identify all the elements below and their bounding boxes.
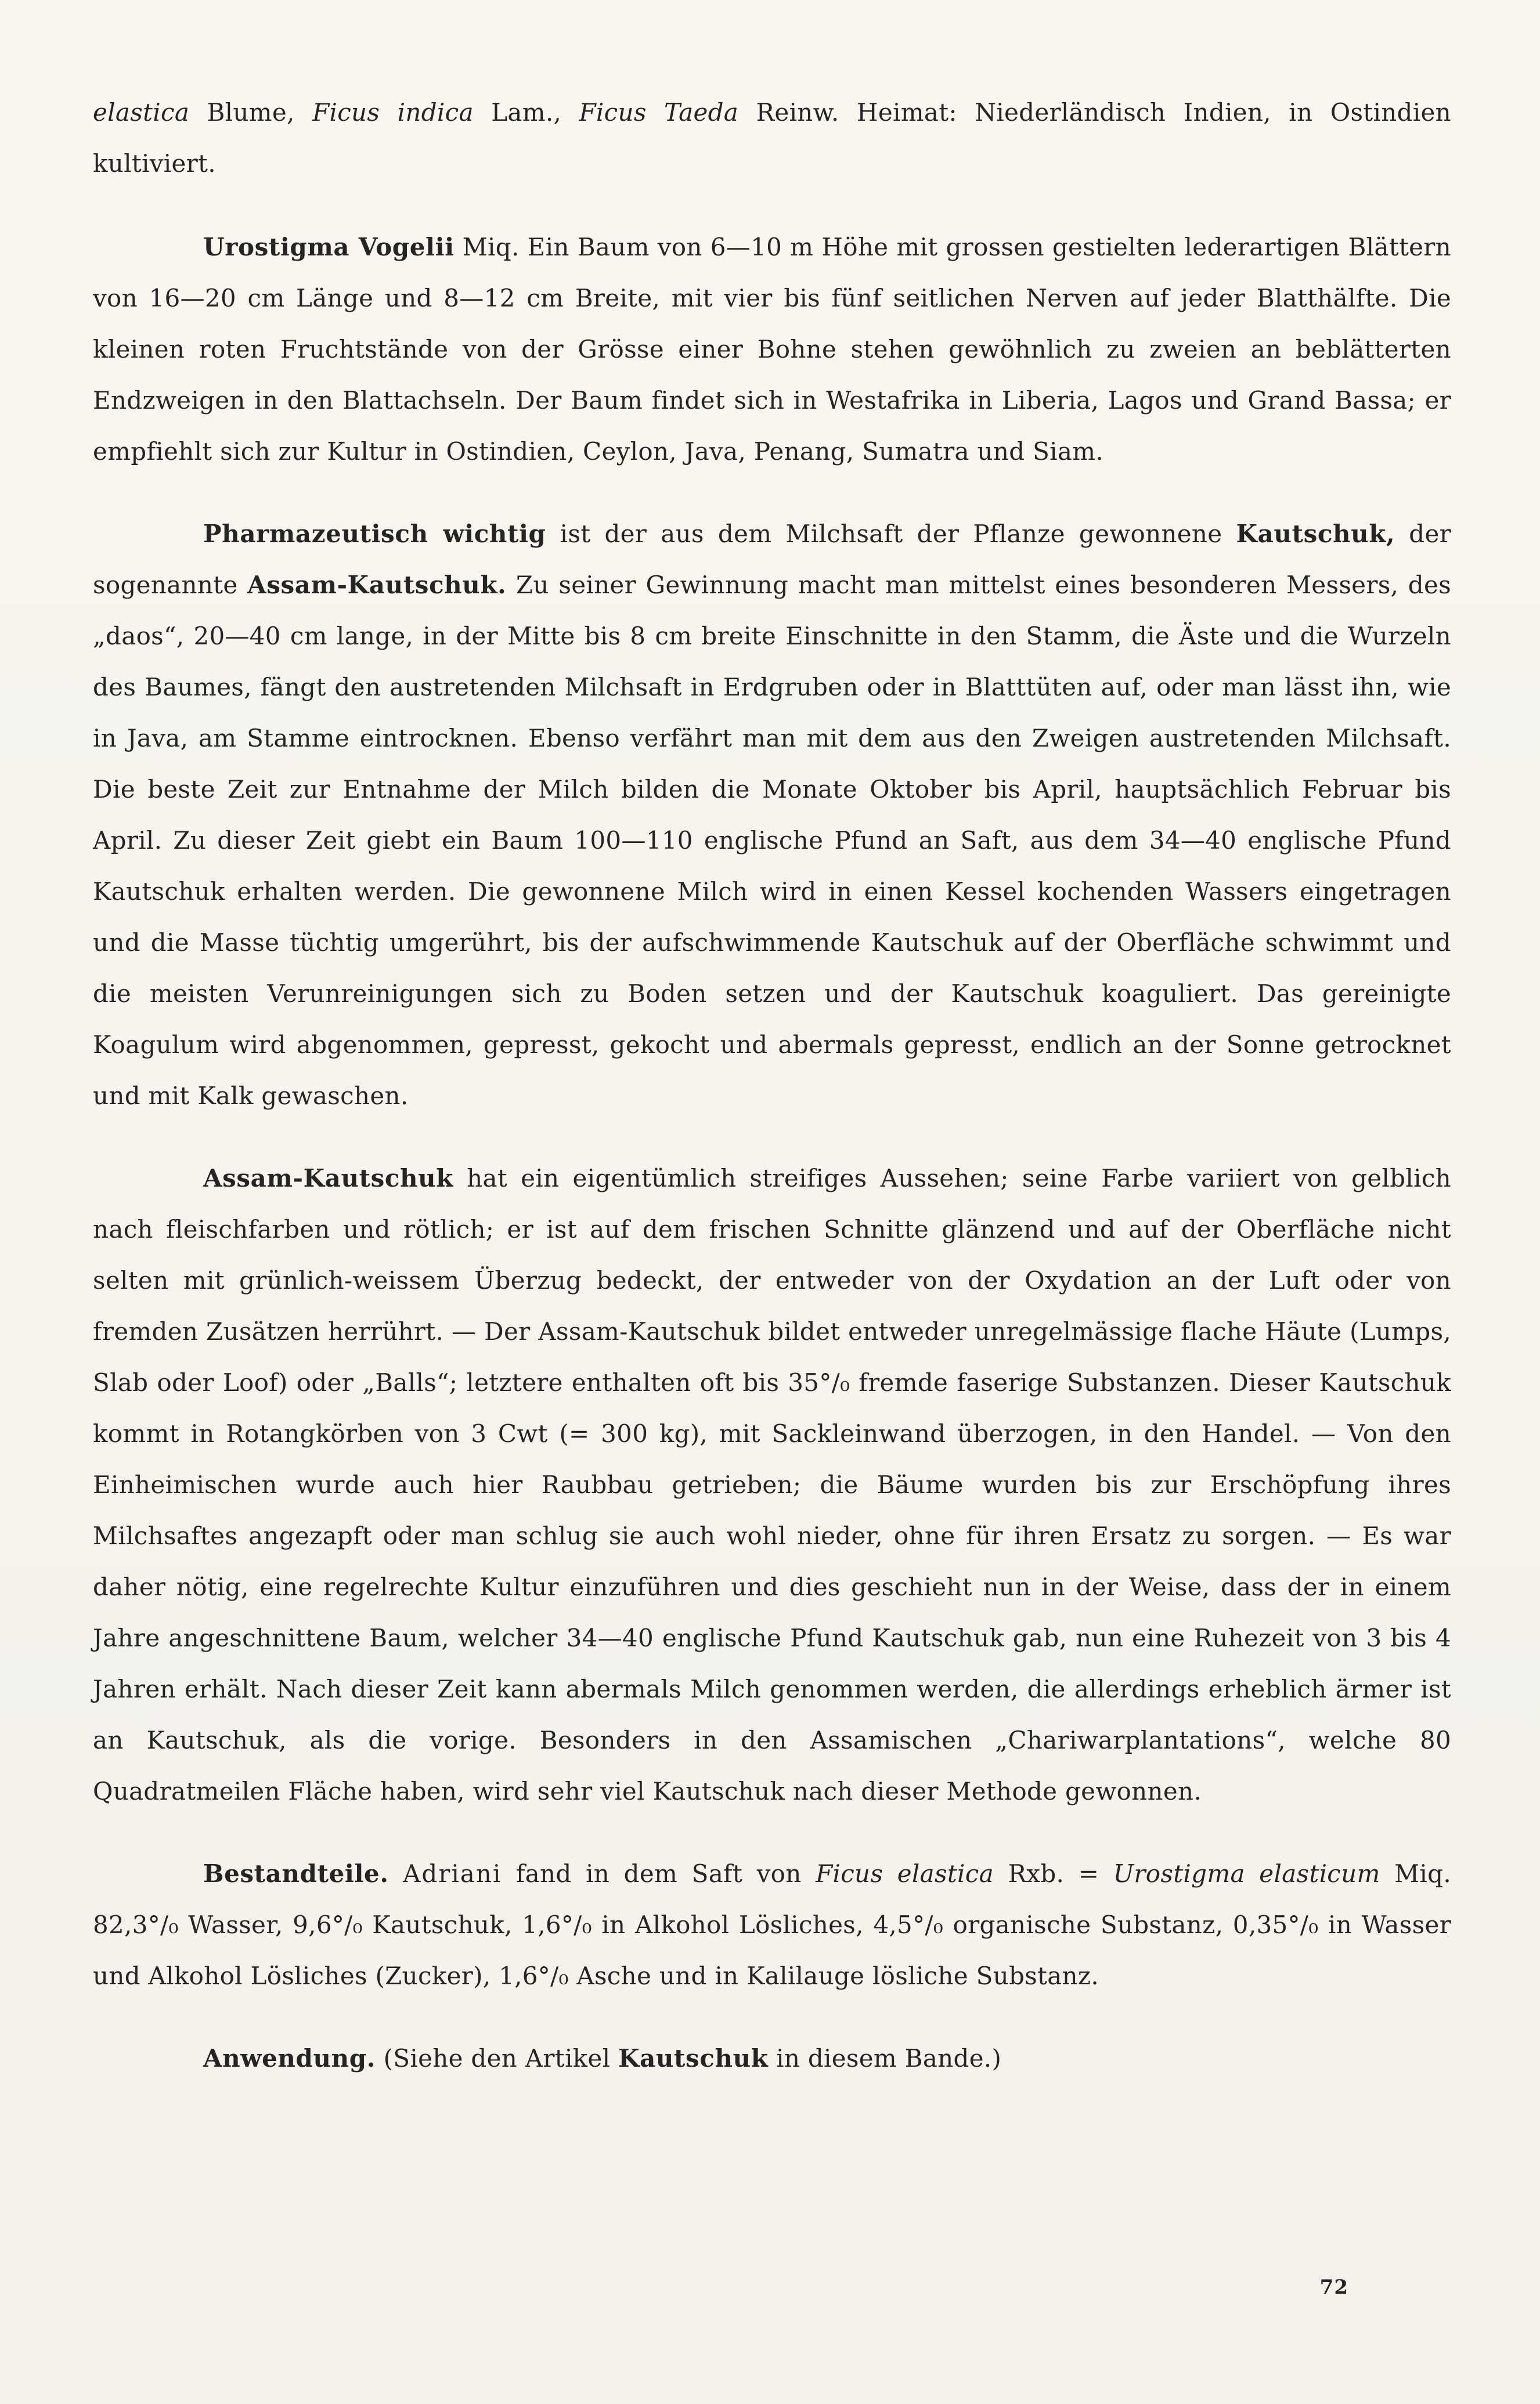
bold-term: Kautschuk, [1236,520,1395,548]
paragraph-text: (Siehe den Artikel [375,2044,618,2073]
author-name: Adriani [403,1859,502,1888]
section-heading: Pharmazeutisch wichtig [203,520,546,548]
paragraph-ficus-synonyms [93,87,1451,189]
species-name: Ficus Taeda [579,98,739,127]
paragraph-text: Miq. Ein Baum von 6—10 m Höhe mit grossen gestielten lederartigen Blättern von 16—20 cm Länge und 8—12 cm Breite, mit vier bis fünf seitlichen Nerven auf jeder Blatthälfte. Die kleinen roten Fruchtstände von der Grösse einer Bohne stehen gewöhnlich zu zweien an beblätterten Endzweigen in den Blattachseln. Der Baum findet sich in Westafrika in Liberia, Lagos und Grand Bassa; er empfiehlt sich zur Kultur in Ostindien, Ceylon, Java, Penang, Sumatra und Siam. [93,233,1451,466]
paragraph-text: in diesem Bande.) [768,2044,1002,2073]
paragraph-text: Blume, [189,98,313,127]
paragraph-text: Miq. 82,3°/₀ Wasser, 9,6°/₀ Kautschuk, 1,6°/₀ in Alkohol Lösliches, 4,5°/₀ organische Substanz, 0,35°/₀ in Wasser und Alkohol Lösliches (Zucker), 1,6°/₀ Asche und in Kalilauge lösliche Substanz. [93,1859,1451,1990]
paragraph-bestandteile [93,1848,1451,2002]
document-body [93,87,1451,2115]
paragraph-urostigma-vogelii [93,222,1451,477]
species-name: elastica [93,98,190,127]
paragraph-assam-kautschuk [93,1153,1451,1817]
section-heading: Urostigma Vogelii [203,233,455,261]
paragraph-text: fand in dem Saft von [502,1859,816,1888]
species-name: Ficus indica [312,98,474,127]
paragraph-text: hat ein eigentümlich streifiges Aussehen; seine Farbe variiert von gelblich nach fleischfarben und rötlich; er ist auf dem frischen Schnitte glänzend und auf der Oberfläche nicht selten mit grünlich-weissem Überzug bedeckt, der entweder von der Oxydation an der Luft oder von fremden Zusätzen herrührt. — Der Assam-Kautschuk bildet entweder unregelmässige flache Häute (Lumps, Slab oder Loof) oder „Balls“; letztere enthalten oft bis 35°/₀ fremde faserige Substanzen. Dieser Kautschuk kommt in Rotangkörben von 3 Cwt (= 300 kg), mit Sackleinwand überzogen, in den Handel. — Von den Einheimischen wurde auch hier Raubbau getrieben; die Bäume wurden bis zur Erschöpfung ihres Milchsaftes angezapft oder man schlug sie auch wohl nieder, ohne für ihren Ersatz zu sorgen. — Es war daher nötig, eine regelrechte Kultur einzuführen und dies geschieht nun in der Weise, dass der in einem Jahre angeschnittene Baum, welcher 34—40 englische Pfund Kautschuk gab, nun eine Ruhezeit von 3 bis 4 Jahren erhält. Nach dieser Zeit kann abermals Milch genommen werden, die allerdings erheblich ärmer ist an Kautschuk, als die vorige. Besonders in den Assamischen „Chariwarplantations“, welche 80 Quadratmeilen Fläche haben, wird sehr viel Kautschuk nach dieser Methode gewonnen. [93,1164,1451,1805]
paragraph-text: der sogenannte [93,520,1451,599]
section-heading: Assam-Kautschuk [203,1164,454,1192]
paragraph-text: Reinw. Heimat: Niederländisch Indien, in Ostindien kultiviert. [93,98,1451,178]
paragraph-pharmazeutisch [93,509,1451,1122]
paragraph-text: Zu seiner Gewinnung macht man mittelst eines besonderen Messers, des „daos“, 20—40 cm lange, in der Mitte bis 8 cm breite Einschnitte in den Stamm, die Äste und die Wurzeln des Baumes, fängt den austretenden Milchsaft in Erdgruben oder in Blatttüten auf, oder man lässt ihn, wie in Java, am Stamme eintrocknen. Ebenso verfährt man mit dem aus den Zweigen austretenden Milchsaft. Die beste Zeit zur Entnahme der Milch bilden die Monate Oktober bis April, hauptsächlich Februar bis April. Zu dieser Zeit giebt ein Baum 100—110 englische Pfund an Saft, aus dem 34—40 englische Pfund Kautschuk erhalten werden. Die gewonnene Milch wird in einen Kessel kochenden Wassers eingetragen und die Masse tüchtig umgerührt, bis der aufschwimmende Kautschuk auf der Oberfläche schwimmt und die meisten Verunreinigungen sich zu Boden setzen und der Kautschuk koaguliert. Das gereinigte Koagulum wird abgenommen, gepresst, gekocht und abermals gepresst, endlich an der Sonne getrocknet und mit Kalk gewaschen. [93,571,1451,1110]
bold-term: Kautschuk [618,2044,769,2073]
paragraph-text: Rxb. = [993,1859,1113,1888]
paragraph-text [389,1859,403,1888]
species-name: Urostigma elasticum [1113,1859,1380,1888]
section-heading: Bestandteile. [203,1859,389,1888]
section-heading: Anwendung. [203,2044,376,2073]
bold-term: Assam-Kautschuk. [247,571,507,599]
paragraph-anwendung [93,2033,1451,2084]
paragraph-text: ist der aus dem Milchsaft der Pflanze gewonnene [546,520,1236,548]
species-name: Ficus elastica [816,1859,994,1888]
paragraph-text: Lam., [473,98,579,127]
page-number: 72 [1319,2276,1348,2299]
